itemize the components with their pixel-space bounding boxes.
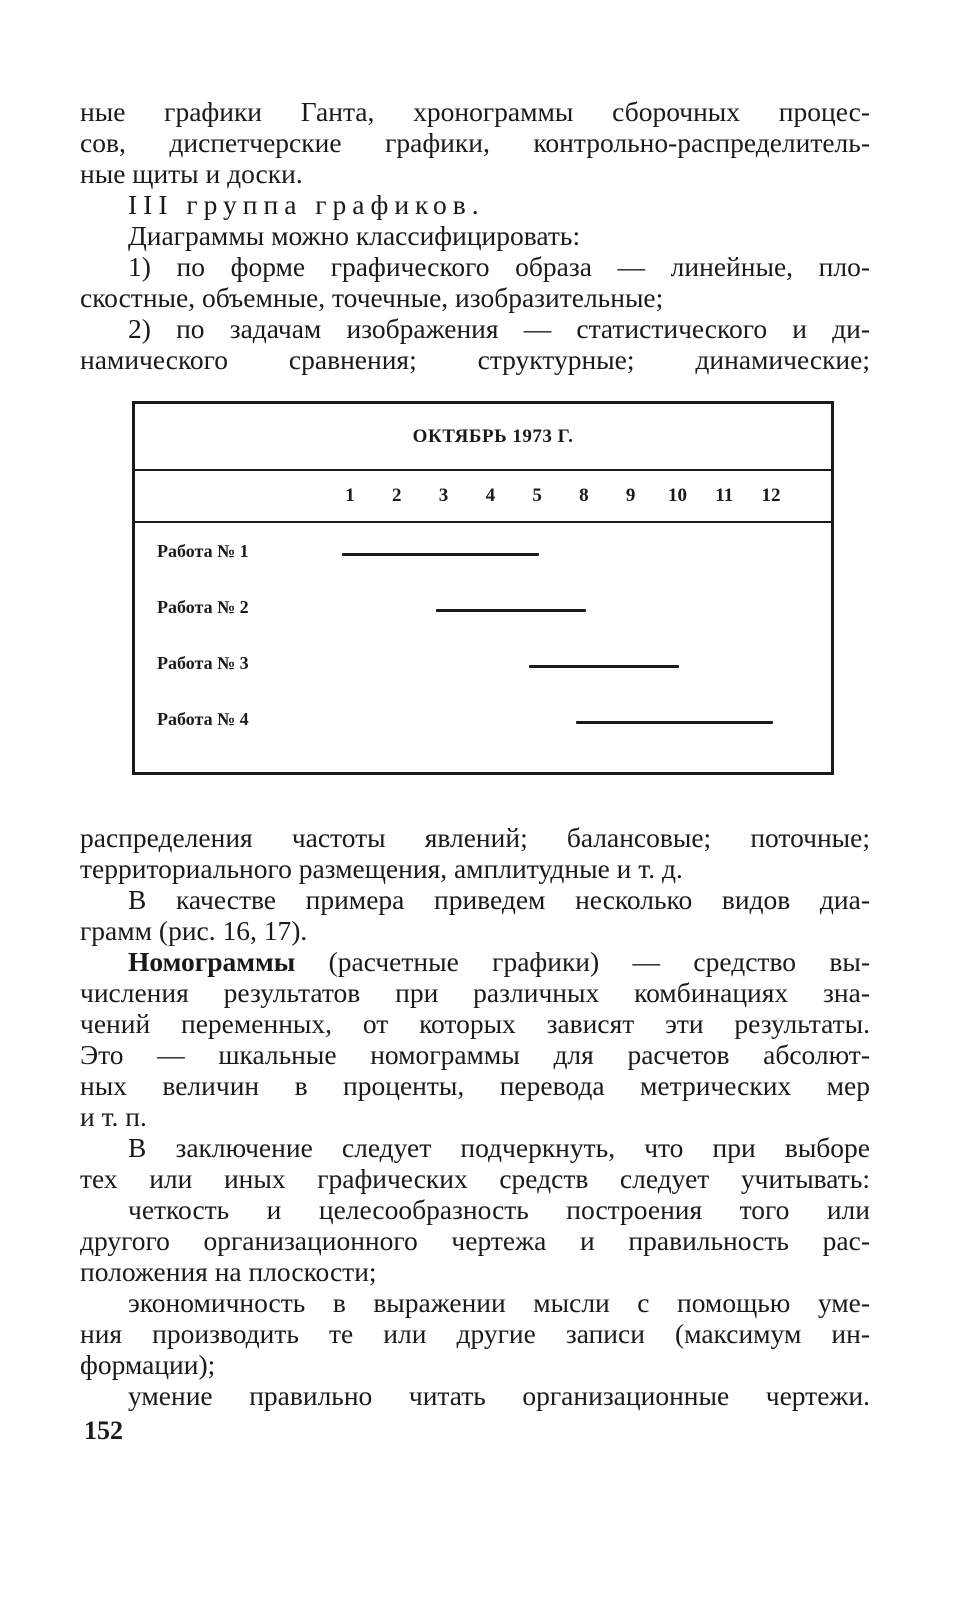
text-line: скостные, объемные, точечные, изобразительные; bbox=[80, 282, 664, 313]
gantt-chart bbox=[132, 401, 834, 775]
text-line: четкость и целесообразность построения того или bbox=[128, 1194, 870, 1225]
text-fragment: (расчетные графики) — средство вы- bbox=[295, 946, 870, 977]
date-tick-label: 11 bbox=[715, 485, 734, 506]
chart-date-header bbox=[135, 471, 831, 523]
text-line: формации); bbox=[80, 1349, 216, 1380]
task-label: Работа № 2 bbox=[157, 597, 249, 617]
text-line: намического сравнения; структурные; динамические; bbox=[80, 344, 870, 375]
text-line: положения на плоскости; bbox=[80, 1256, 377, 1287]
text-line: распределения частоты явлений; балансовые; поточные; bbox=[80, 822, 870, 853]
date-tick-label: 10 bbox=[667, 485, 687, 506]
task-bar bbox=[576, 721, 773, 724]
text-line: В заключение следует подчеркнуть, что при выборе bbox=[128, 1132, 870, 1163]
task-label: Работа № 3 bbox=[157, 653, 249, 673]
date-tick-label: 8 bbox=[579, 485, 589, 506]
text-line: и т. п. bbox=[80, 1101, 147, 1132]
text-line bbox=[80, 946, 870, 977]
text-line: ния производить те или другие записи (максимум ин- bbox=[80, 1318, 870, 1349]
text-line: ных величин в проценты, перевода метрических мер bbox=[80, 1070, 870, 1101]
section-heading: III группа графиков. bbox=[128, 189, 485, 220]
task-label: Работа № 1 bbox=[157, 541, 249, 561]
text-line: умение правильно читать организационные чертежи. bbox=[128, 1380, 870, 1411]
date-tick-label: 2 bbox=[392, 485, 402, 506]
body-text-bottom bbox=[80, 822, 870, 1411]
date-tick-label: 12 bbox=[761, 485, 781, 506]
text-line: 1) по форме графического образа — линейные, пло- bbox=[128, 251, 870, 282]
text-line: другого организационного чертежа и правильность рас- bbox=[80, 1225, 870, 1256]
text-line: сов, диспетчерские графики, контрольно-распределитель- bbox=[80, 127, 870, 158]
date-tick-label: 9 bbox=[625, 485, 636, 506]
date-tick-label: 1 bbox=[345, 485, 355, 506]
date-tick-label: 5 bbox=[532, 485, 542, 506]
task-bar bbox=[436, 609, 586, 612]
task-label: Работа № 4 bbox=[157, 709, 249, 729]
text-line: экономичность в выражении мысли с помощью уме- bbox=[128, 1287, 870, 1318]
text-line: В качестве примера приведем несколько видов диа- bbox=[128, 884, 870, 915]
text-line: ные щиты и доски. bbox=[80, 158, 303, 189]
text-line: ные графики Ганта, хронограммы сборочных процес- bbox=[80, 96, 870, 127]
text-line: 2) по задачам изображения — статистического и ди- bbox=[128, 313, 870, 344]
page-number: 152 bbox=[84, 1416, 123, 1445]
text-line: чений переменных, от которых зависят эти результаты. bbox=[80, 1008, 870, 1039]
term-bold: Номограммы bbox=[128, 946, 296, 977]
text-line: тех или иных графических средств следует учитывать: bbox=[80, 1163, 870, 1194]
text-line: территориального размещения, амплитудные и т. д. bbox=[80, 853, 683, 884]
task-bar bbox=[529, 665, 679, 668]
date-tick-label: 4 bbox=[485, 485, 496, 506]
chart-title: ОКТЯБРЬ 1973 Г. bbox=[135, 404, 831, 471]
body-text-top bbox=[80, 96, 870, 375]
text-line: числения результатов при различных комбинациях зна- bbox=[80, 977, 870, 1008]
text-line: грамм (рис. 16, 17). bbox=[80, 915, 308, 946]
text-line: Это — шкальные номограммы для расчетов абсолют- bbox=[80, 1039, 870, 1070]
task-bar bbox=[342, 553, 539, 556]
text-line: Диаграммы можно классифицировать: bbox=[128, 220, 581, 251]
date-tick-label: 3 bbox=[438, 485, 449, 506]
